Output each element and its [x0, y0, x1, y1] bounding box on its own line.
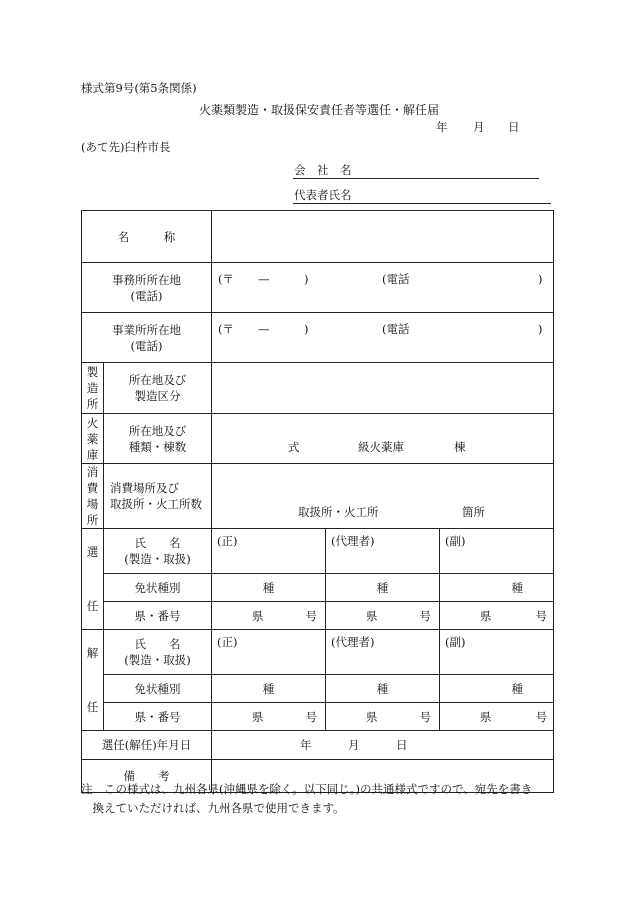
mfg-group-label [82, 363, 104, 414]
dismiss-num-unit: 号 [419, 709, 431, 724]
consume-facility: 取扱所・火工所 [298, 505, 379, 519]
dismiss-num-unit: 号 [305, 709, 317, 724]
office-zip-close: ) [304, 272, 309, 286]
appoint-pref-label: 県・番号 [104, 602, 212, 630]
footnote-line1: 注 この様式は、九州各県(沖縄県を除く。以下同じ。)の共通様式ですので、宛先を書き [81, 782, 533, 796]
dismiss-num-unit: 号 [535, 709, 548, 724]
representative-field[interactable] [293, 203, 551, 204]
appoint-name-sublabel: (製造・取扱) [124, 552, 191, 566]
office-tel-open: (電話 [382, 272, 410, 286]
dismiss-name-sublabel: (製造・取扱) [124, 653, 191, 667]
office-tel-close: ) [538, 272, 543, 286]
magazine-count: 棟 [454, 440, 466, 454]
business-zip-close: ) [304, 322, 309, 336]
form-number: 様式第9号(第5条関係) [81, 81, 197, 95]
date-label: 選任(解任)年月日 [82, 731, 212, 760]
dismiss-name-label: 氏 名 [134, 637, 181, 651]
dismiss-name-main[interactable] [212, 630, 326, 675]
appoint-num-unit: 号 [535, 608, 548, 623]
magazine-type: 式 [288, 440, 300, 454]
dismiss-name-vice[interactable] [440, 630, 554, 675]
appoint-col1-label: (正) [217, 534, 238, 548]
appoint-group-top: 選 [86, 545, 99, 559]
consume-group-label [82, 464, 104, 529]
appoint-col2-label: (代理者) [331, 534, 375, 548]
business-address-field[interactable] [212, 313, 554, 363]
appoint-pref-unit: 県 [480, 608, 492, 623]
mfg-field[interactable] [212, 363, 554, 414]
dismiss-license-main[interactable] [212, 675, 326, 703]
business-tel-open: (電話 [382, 322, 410, 336]
appoint-col3-label: (副) [445, 534, 466, 548]
dismiss-name-deputy[interactable] [326, 630, 440, 675]
office-phone-sublabel: (電話) [130, 288, 163, 303]
dismiss-license-vice[interactable] [440, 675, 554, 703]
appoint-name-deputy[interactable] [326, 529, 440, 574]
remarks-label: 備 考 [82, 760, 212, 793]
business-phone-sublabel: (電話) [130, 338, 163, 353]
date-year-label: 年 [436, 120, 448, 134]
appoint-pref-main[interactable] [212, 602, 326, 630]
business-tel-close: ) [538, 322, 543, 336]
appoint-group-bottom: 任 [86, 599, 99, 613]
dismiss-pref-label: 県・番号 [104, 703, 212, 731]
appoint-name-label-cell [104, 529, 212, 574]
appoint-license-unit-3: 種 [511, 580, 524, 595]
mfg-label-cell [104, 363, 212, 414]
consume-label-cell [104, 464, 212, 529]
dismiss-pref-vice[interactable] [440, 703, 554, 731]
dismiss-license-deputy[interactable] [326, 675, 440, 703]
appoint-name-main[interactable] [212, 529, 326, 574]
form-title: 火薬類製造・取扱保安責任者等選任・解任届 [199, 103, 440, 117]
appoint-num-unit: 号 [419, 608, 431, 623]
dismiss-license-unit-3: 種 [511, 681, 524, 696]
addressee: (あて先)臼杵市長 [81, 140, 171, 154]
footnote-line2: 換えていただければ、九州各県で使用できます。 [81, 801, 345, 815]
dismiss-license-label: 免状種別 [104, 675, 212, 703]
business-zip-dash: — [258, 322, 270, 336]
appoint-num-unit: 号 [305, 608, 317, 623]
office-address-label: 事務所所在地 [112, 272, 181, 287]
dismiss-pref-unit: 県 [252, 709, 264, 724]
appoint-pref-unit: 県 [252, 608, 264, 623]
mfg-label-line1: 所在地及び [128, 373, 187, 387]
dismiss-col3-label: (副) [445, 635, 466, 649]
appoint-group-label [82, 529, 104, 630]
appoint-license-unit-1: 種 [262, 580, 275, 595]
magazine-group-label [82, 414, 104, 464]
magazine-label-line2: 種類・棟数 [128, 439, 187, 454]
dismiss-group-bottom: 任 [86, 700, 99, 714]
notification-table [81, 210, 554, 793]
mfg-group-text: 製 造 所 [86, 365, 99, 411]
date-day-label: 日 [508, 120, 520, 134]
appoint-license-label: 免状種別 [104, 574, 212, 602]
mfg-label-line2: 製造区分 [134, 389, 181, 403]
dismiss-pref-unit: 県 [366, 709, 378, 724]
consume-label-line1: 消費場所及び [110, 481, 179, 495]
company-name-field[interactable] [293, 178, 539, 179]
appoint-name-label: 氏 名 [134, 536, 181, 550]
magazine-label-line1: 所在地及び [128, 423, 187, 438]
dismiss-col2-label: (代理者) [331, 635, 375, 649]
magazine-group-text: 火 薬 庫 [86, 415, 99, 462]
office-zip-open: (〒 [218, 272, 234, 286]
footnote [81, 780, 561, 818]
appoint-pref-vice[interactable] [440, 602, 554, 630]
name-label-cell [82, 211, 212, 263]
appoint-license-main[interactable] [212, 574, 326, 602]
date-field-year: 年 [300, 738, 312, 752]
business-zip-open: (〒 [218, 322, 234, 336]
dismiss-pref-main[interactable] [212, 703, 326, 731]
appoint-pref-unit: 県 [366, 608, 378, 623]
date-field-day: 日 [396, 738, 408, 752]
dismiss-col1-label: (正) [217, 635, 238, 649]
dismiss-license-unit-2: 種 [376, 681, 389, 696]
name-field[interactable] [212, 211, 554, 263]
dismiss-name-label-cell [104, 630, 212, 675]
appoint-license-deputy[interactable] [326, 574, 440, 602]
consume-group-text: 消 費 場 所 [86, 465, 99, 527]
date-month-label: 月 [473, 120, 485, 134]
company-name-label: 会 社 名 [294, 163, 352, 177]
appoint-pref-deputy[interactable] [326, 602, 440, 630]
dismiss-group-top: 解 [86, 646, 99, 660]
business-address-label-cell [82, 313, 212, 363]
appoint-license-unit-2: 種 [376, 580, 389, 595]
business-address-label: 事業所所在地 [112, 322, 181, 337]
name-label: 名 称 [117, 229, 176, 244]
dismiss-group-label [82, 630, 104, 731]
dismiss-pref-unit: 県 [480, 709, 492, 724]
consume-count: 箇所 [462, 505, 485, 519]
date-field-month: 月 [348, 738, 360, 752]
magazine-label-cell [104, 414, 212, 464]
consume-label-line2: 取扱所・火工所数 [110, 497, 202, 511]
office-zip-dash: — [258, 272, 270, 286]
office-address-label-cell [82, 263, 212, 313]
appoint-name-vice[interactable] [440, 529, 554, 574]
representative-label: 代表者氏名 [294, 188, 352, 202]
appoint-license-vice[interactable] [440, 574, 554, 602]
magazine-field[interactable] [212, 414, 554, 464]
magazine-class: 級火薬庫 [358, 440, 404, 454]
consume-field[interactable] [212, 464, 554, 529]
date-field[interactable] [212, 731, 554, 760]
dismiss-license-unit-1: 種 [262, 681, 275, 696]
dismiss-pref-deputy[interactable] [326, 703, 440, 731]
office-address-field[interactable] [212, 263, 554, 313]
